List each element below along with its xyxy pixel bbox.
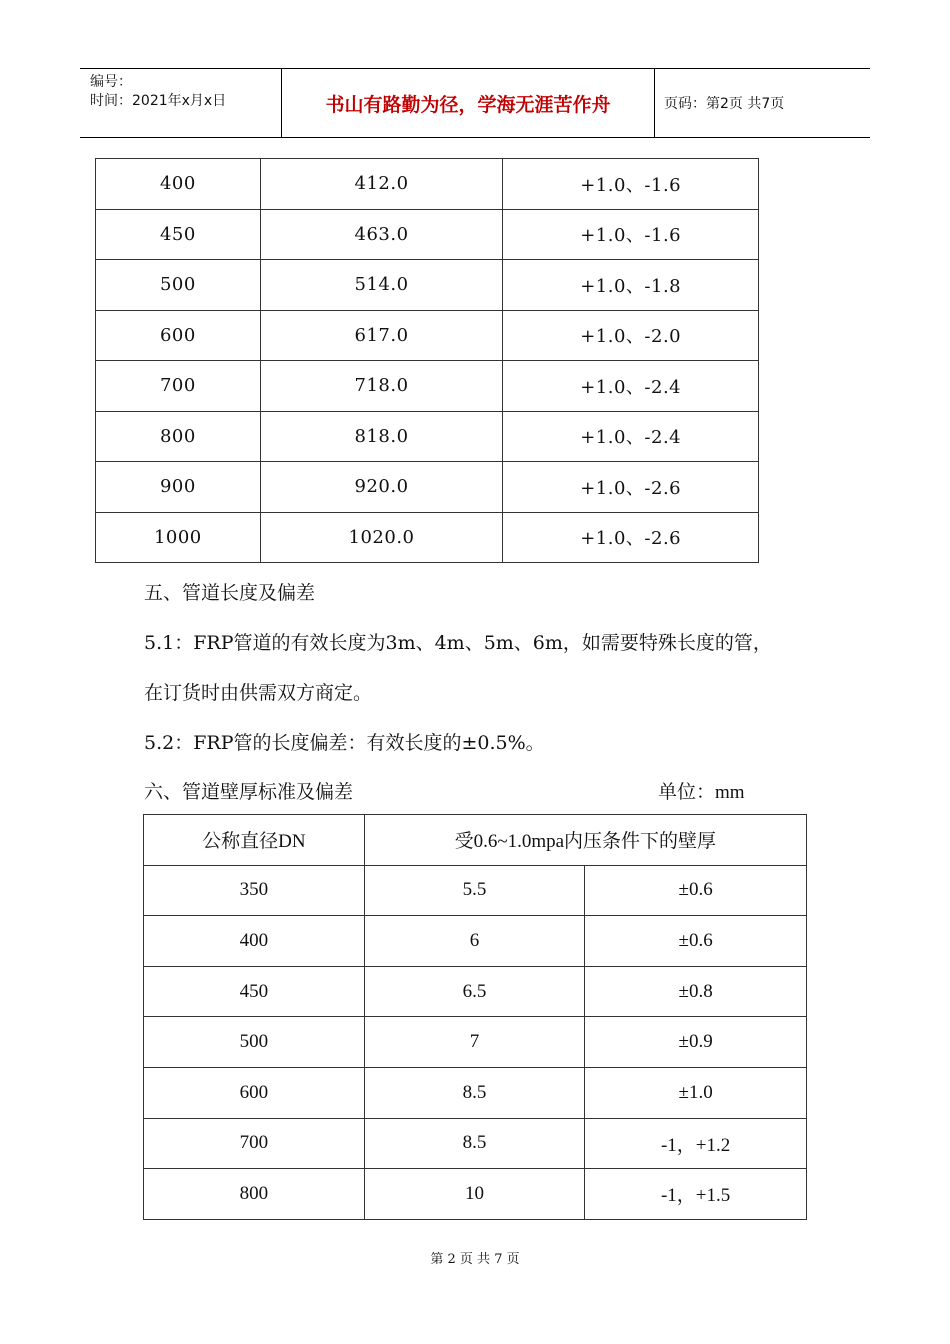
table-row <box>144 1169 807 1220</box>
table-cell: -1，+1.2 <box>585 1118 807 1169</box>
table-cell: +1.0、-2.6 <box>503 462 759 513</box>
header-divider-right <box>654 69 655 137</box>
table-cell: 7 <box>364 1017 585 1068</box>
table-cell: +1.0、-2.4 <box>503 361 759 412</box>
table-cell: 600 <box>96 310 261 361</box>
table-cell: 1020.0 <box>260 512 503 563</box>
header-motto: 书山有路勤为径，学海无涯苦作舟 <box>325 93 611 116</box>
table-row <box>96 310 759 361</box>
header-wall-thickness: 受0.6~1.0mpa内压条件下的壁厚 <box>364 815 806 866</box>
page-footer: 第 2 页 共 7 页 <box>430 1252 520 1267</box>
unit-label: 单位：mm <box>658 782 745 803</box>
table-row <box>144 916 807 967</box>
section5-p1-line1: 5.1：FRP管道的有效长度为3m、4m、5m、6m，如需要特殊长度的管， <box>144 632 772 654</box>
section5-title: 五、管道长度及偏差 <box>144 582 316 604</box>
table-row <box>96 361 759 412</box>
table-cell: 718.0 <box>260 361 503 412</box>
table-cell: 818.0 <box>260 411 503 462</box>
header-nominal-diameter: 公称直径DN <box>144 815 365 866</box>
table-cell: 700 <box>144 1118 365 1169</box>
table-row <box>144 1118 807 1169</box>
table-row <box>96 209 759 260</box>
wall-thickness-table <box>143 814 807 1220</box>
table-cell: 800 <box>96 411 261 462</box>
table-cell: +1.0、-1.8 <box>503 260 759 311</box>
table-cell: +1.0、-2.6 <box>503 512 759 563</box>
table-cell: ±0.9 <box>585 1017 807 1068</box>
table-cell: 400 <box>144 916 365 967</box>
table-cell: ±0.8 <box>585 966 807 1017</box>
table-row <box>96 512 759 563</box>
table-cell: ±1.0 <box>585 1067 807 1118</box>
table-cell: -1，+1.5 <box>585 1169 807 1220</box>
table-row <box>144 865 807 916</box>
table-cell: 8.5 <box>364 1118 585 1169</box>
section6-title: 六、管道壁厚标准及偏差 <box>144 781 354 803</box>
table-cell: 450 <box>144 966 365 1017</box>
table-cell: 450 <box>96 209 261 260</box>
header-page-info: 页码：第2页 共7页 <box>664 96 785 112</box>
section5-p1-line2: 在订货时由供需双方商定。 <box>144 682 373 704</box>
table-header-row <box>144 815 807 866</box>
table-cell: 463.0 <box>260 209 503 260</box>
table-cell: 10 <box>364 1169 585 1220</box>
table-row <box>96 159 759 210</box>
table-cell: +1.0、-2.0 <box>503 310 759 361</box>
table-cell: +1.0、-1.6 <box>503 159 759 210</box>
page-header <box>80 68 870 138</box>
table-row <box>96 411 759 462</box>
table-row <box>96 260 759 311</box>
table-cell: 412.0 <box>260 159 503 210</box>
table-cell: 6 <box>364 916 585 967</box>
table-cell: 500 <box>96 260 261 311</box>
table-cell: 617.0 <box>260 310 503 361</box>
table-cell: 600 <box>144 1067 365 1118</box>
table-cell: ±0.6 <box>585 865 807 916</box>
header-meta <box>90 73 226 111</box>
table-row <box>144 1017 807 1068</box>
table-cell: 6.5 <box>364 966 585 1017</box>
table-cell: 500 <box>144 1017 365 1068</box>
table-row <box>144 1067 807 1118</box>
table-cell: 1000 <box>96 512 261 563</box>
table-cell: 350 <box>144 865 365 916</box>
section5-p2: 5.2：FRP管的长度偏差：有效长度的±0.5%。 <box>144 732 545 754</box>
table-row <box>96 462 759 513</box>
date-label: 时间：2021年x月x日 <box>90 93 227 109</box>
table-cell: +1.0、-1.6 <box>503 209 759 260</box>
table-cell: 8.5 <box>364 1067 585 1118</box>
table-cell: 400 <box>96 159 261 210</box>
table-cell: 5.5 <box>364 865 585 916</box>
code-label: 编号： <box>90 74 132 90</box>
table-cell: 900 <box>96 462 261 513</box>
diameter-table <box>95 158 759 563</box>
table-cell: +1.0、-2.4 <box>503 411 759 462</box>
table-cell: 700 <box>96 361 261 412</box>
table-cell: 920.0 <box>260 462 503 513</box>
table-cell: ±0.6 <box>585 916 807 967</box>
table-cell: 800 <box>144 1169 365 1220</box>
table-row <box>144 966 807 1017</box>
table-cell: 514.0 <box>260 260 503 311</box>
